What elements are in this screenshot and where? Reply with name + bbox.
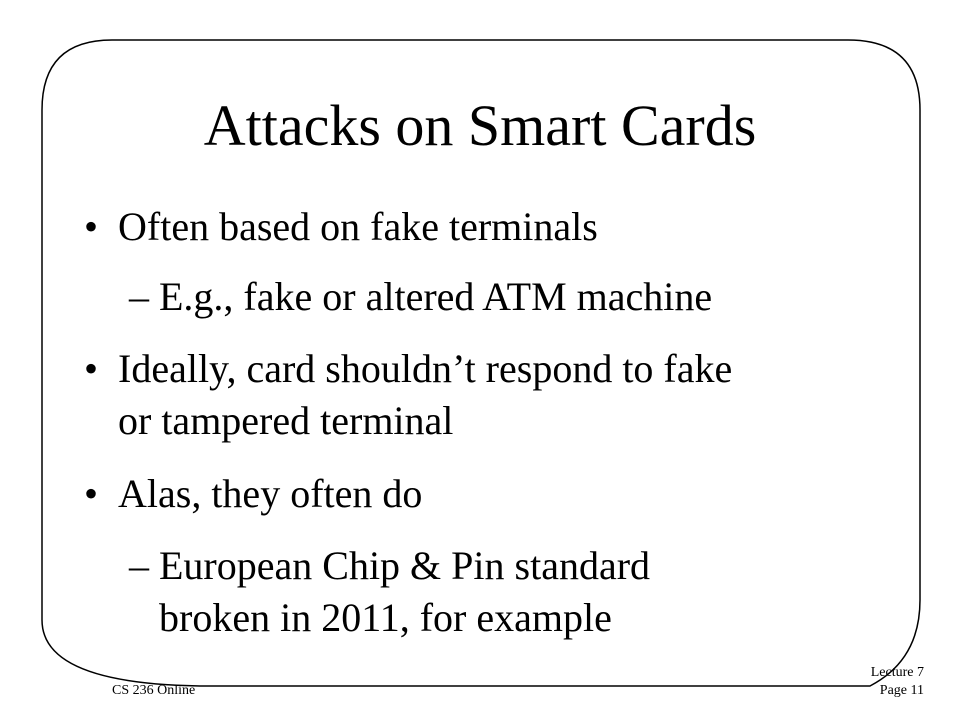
course-label: CS 236 Online (112, 683, 196, 698)
bullet-text-continuation: or tampered terminal (118, 398, 454, 443)
bullet-marker: • (84, 204, 99, 249)
sub-bullet-marker: – (129, 543, 149, 588)
sub-bullet-text: European Chip & Pin standard (159, 543, 651, 588)
bullet-marker: • (84, 471, 99, 516)
page-number: Page 11 (879, 683, 924, 698)
sub-bullet-text: E.g., fake or altered ATM machine (159, 274, 713, 319)
page-info (871, 664, 924, 700)
sub-bullet-marker: – (129, 274, 149, 319)
bullet-marker: • (84, 346, 99, 391)
sub-bullet-text-continuation: broken in 2011, for example (159, 595, 612, 640)
bullet-text: Ideally, card shouldn’t respond to fake (118, 346, 733, 391)
slide-title: Attacks on Smart Cards (203, 93, 757, 158)
lecture-label: Lecture 7 (870, 665, 924, 680)
bullet-text: Often based on fake terminals (118, 204, 598, 249)
bullet-text: Alas, they often do (118, 471, 423, 516)
